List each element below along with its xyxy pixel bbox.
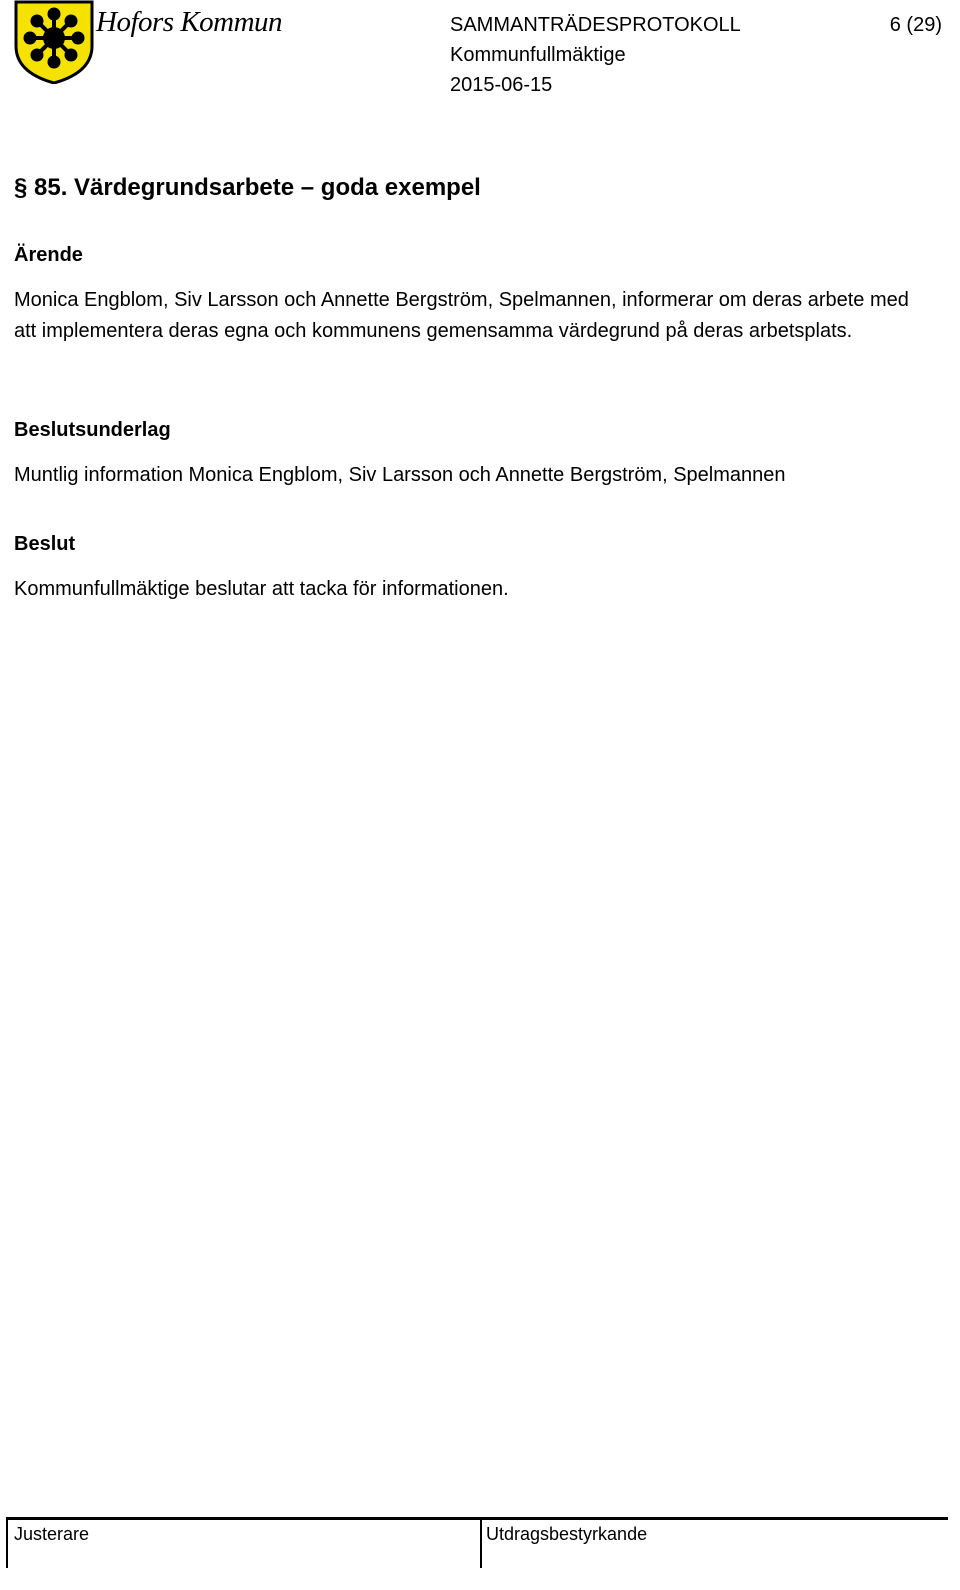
document-type: SAMMANTRÄDESPROTOKOLL: [450, 14, 741, 36]
signature-footer: [6, 1517, 948, 1568]
decision-body: Kommunfullmäktige: [450, 44, 626, 66]
arende-heading: Ärende: [14, 244, 83, 266]
justerare-label: Justerare: [14, 1524, 90, 1544]
beslutsunderlag-heading: Beslutsunderlag: [14, 419, 171, 441]
footer-divider: [480, 1520, 482, 1568]
section-title: § 85. Värdegrundsarbete – goda exempel: [14, 174, 481, 201]
beslut-text: Kommunfullmäktige beslutar att tacka för informationen.: [14, 578, 509, 600]
beslutsunderlag-text: Muntlig information Monica Engblom, Siv Larsson och Annette Bergström, Spelmannen: [14, 464, 786, 486]
meeting-date: 2015-06-15: [450, 74, 553, 96]
page-number: 6 (29): [889, 14, 942, 36]
beslut-heading: Beslut: [14, 533, 76, 555]
municipality-wordmark: Hofors Kommun: [96, 6, 283, 38]
arende-text: Monica Engblom, Siv Larsson och Annette Bergström, Spelmannen, informerar om deras arbete med att implementera deras egna och kommunens gemensamma värdegrund på deras arbetsplats.: [14, 289, 909, 342]
utdragsbestyrkande-label: Utdragsbestyrkande: [486, 1524, 648, 1544]
hofors-coat-of-arms-icon: [14, 0, 94, 84]
